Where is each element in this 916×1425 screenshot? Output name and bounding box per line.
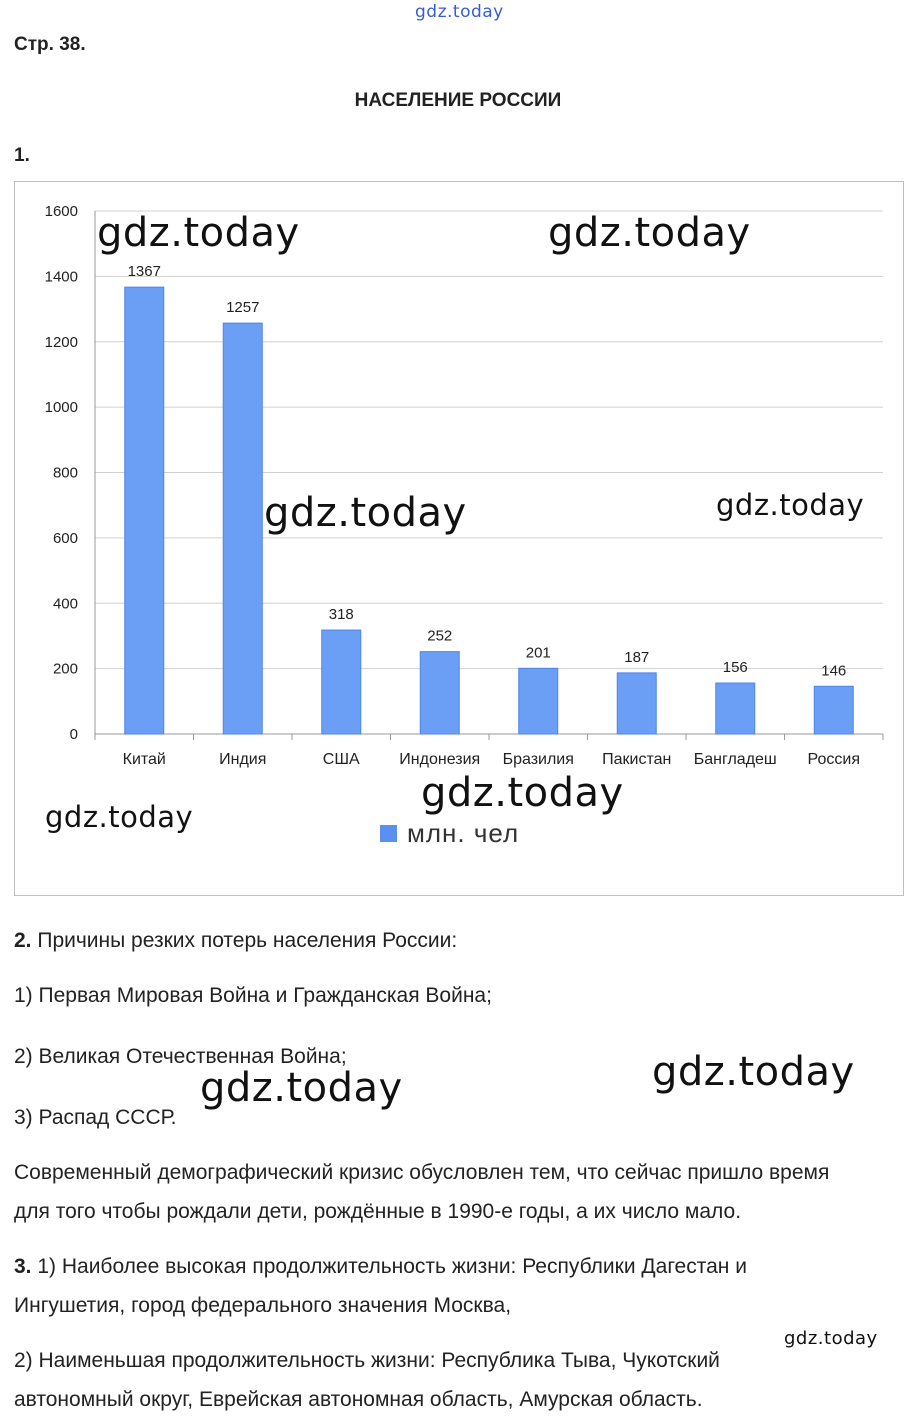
x-tick-label: Китай <box>122 751 166 768</box>
paragraph-line: для того чтобы рождали дети, рождённые в 1990-е годы, а их число мало. <box>14 1200 742 1223</box>
watermark: gdz.today <box>784 1328 878 1349</box>
y-tick-label: 800 <box>52 464 78 482</box>
y-tick-label: 1400 <box>44 268 78 286</box>
watermark: gdz.today <box>716 488 865 522</box>
list-item: 1) Первая Мировая Война и Гражданская Война; <box>14 984 492 1007</box>
bar <box>420 652 459 734</box>
x-tick-label: Индонезия <box>399 751 481 768</box>
list-item: 3) Распад СССР. <box>14 1106 177 1129</box>
list-item: 2) Великая Отечественная Война; <box>14 1045 347 1068</box>
section-heading: НАСЕЛЕНИЕ РОССИИ <box>354 90 562 111</box>
task-3-line: автономный округ, Еврейская автономная область, Амурская область. <box>14 1388 703 1411</box>
watermark: gdz.today <box>200 1065 403 1111</box>
y-tick-label: 200 <box>52 660 78 678</box>
task-3-line: Ингушетия, город федерального значения Москва, <box>14 1294 512 1317</box>
bar <box>617 673 656 734</box>
bar <box>125 287 164 734</box>
paragraph-line: Современный демографический кризис обусловлен тем, что сейчас пришло время <box>14 1161 830 1184</box>
watermark: gdz.today <box>421 770 624 816</box>
watermark: gdz.today <box>45 800 194 834</box>
y-tick-label: 600 <box>52 529 78 547</box>
task-2-number: 2. <box>14 929 32 952</box>
task-1-number: 1. <box>14 145 30 166</box>
bar <box>814 686 853 734</box>
watermark: gdz.today <box>652 1049 855 1095</box>
bar <box>223 323 262 734</box>
watermark: gdz.today <box>97 210 300 256</box>
bar <box>716 683 755 734</box>
task-3-line: 1) Наиболее высокая продолжительность жизни: Республики Дагестан и <box>31 1255 747 1278</box>
bar <box>519 668 558 734</box>
bar <box>322 630 361 734</box>
data-label: 252 <box>427 627 453 645</box>
task-3-item-2: 2) Наименьшая продолжительность жизни: Республика Тыва, Чукотский <box>14 1349 720 1372</box>
data-label: 1257 <box>226 299 260 317</box>
task-2-intro: Причины резких потерь населения России: <box>31 929 458 952</box>
top-watermark: gdz.today <box>415 2 504 22</box>
y-tick-label: 1000 <box>44 399 78 417</box>
x-tick-label: Пакистан <box>602 751 672 768</box>
x-tick-label: США <box>322 751 360 768</box>
task-2-heading <box>14 921 457 960</box>
task-3-number: 3. <box>14 1255 32 1278</box>
legend-label: млн. чел <box>407 818 520 848</box>
y-tick-label: 1600 <box>44 203 78 220</box>
y-tick-label: 400 <box>52 595 78 613</box>
data-label: 156 <box>722 659 748 677</box>
legend-swatch <box>380 825 397 842</box>
watermark: gdz.today <box>264 490 467 536</box>
x-tick-label: Бангладеш <box>693 751 777 768</box>
data-label: 146 <box>821 662 847 680</box>
x-tick-label: Бразилия <box>502 751 574 768</box>
data-label: 1367 <box>127 263 161 281</box>
x-tick-label: Россия <box>807 751 860 768</box>
page-title: Стр. 38. <box>14 34 86 55</box>
chart-legend <box>380 818 519 849</box>
task-3-item-1 <box>14 1247 747 1286</box>
y-tick-label: 1200 <box>44 333 78 351</box>
data-label: 201 <box>525 644 551 662</box>
y-tick-label: 0 <box>69 726 78 743</box>
watermark: gdz.today <box>548 210 751 256</box>
x-tick-label: Индия <box>219 751 267 768</box>
data-label: 187 <box>624 648 650 666</box>
data-label: 318 <box>328 606 354 624</box>
